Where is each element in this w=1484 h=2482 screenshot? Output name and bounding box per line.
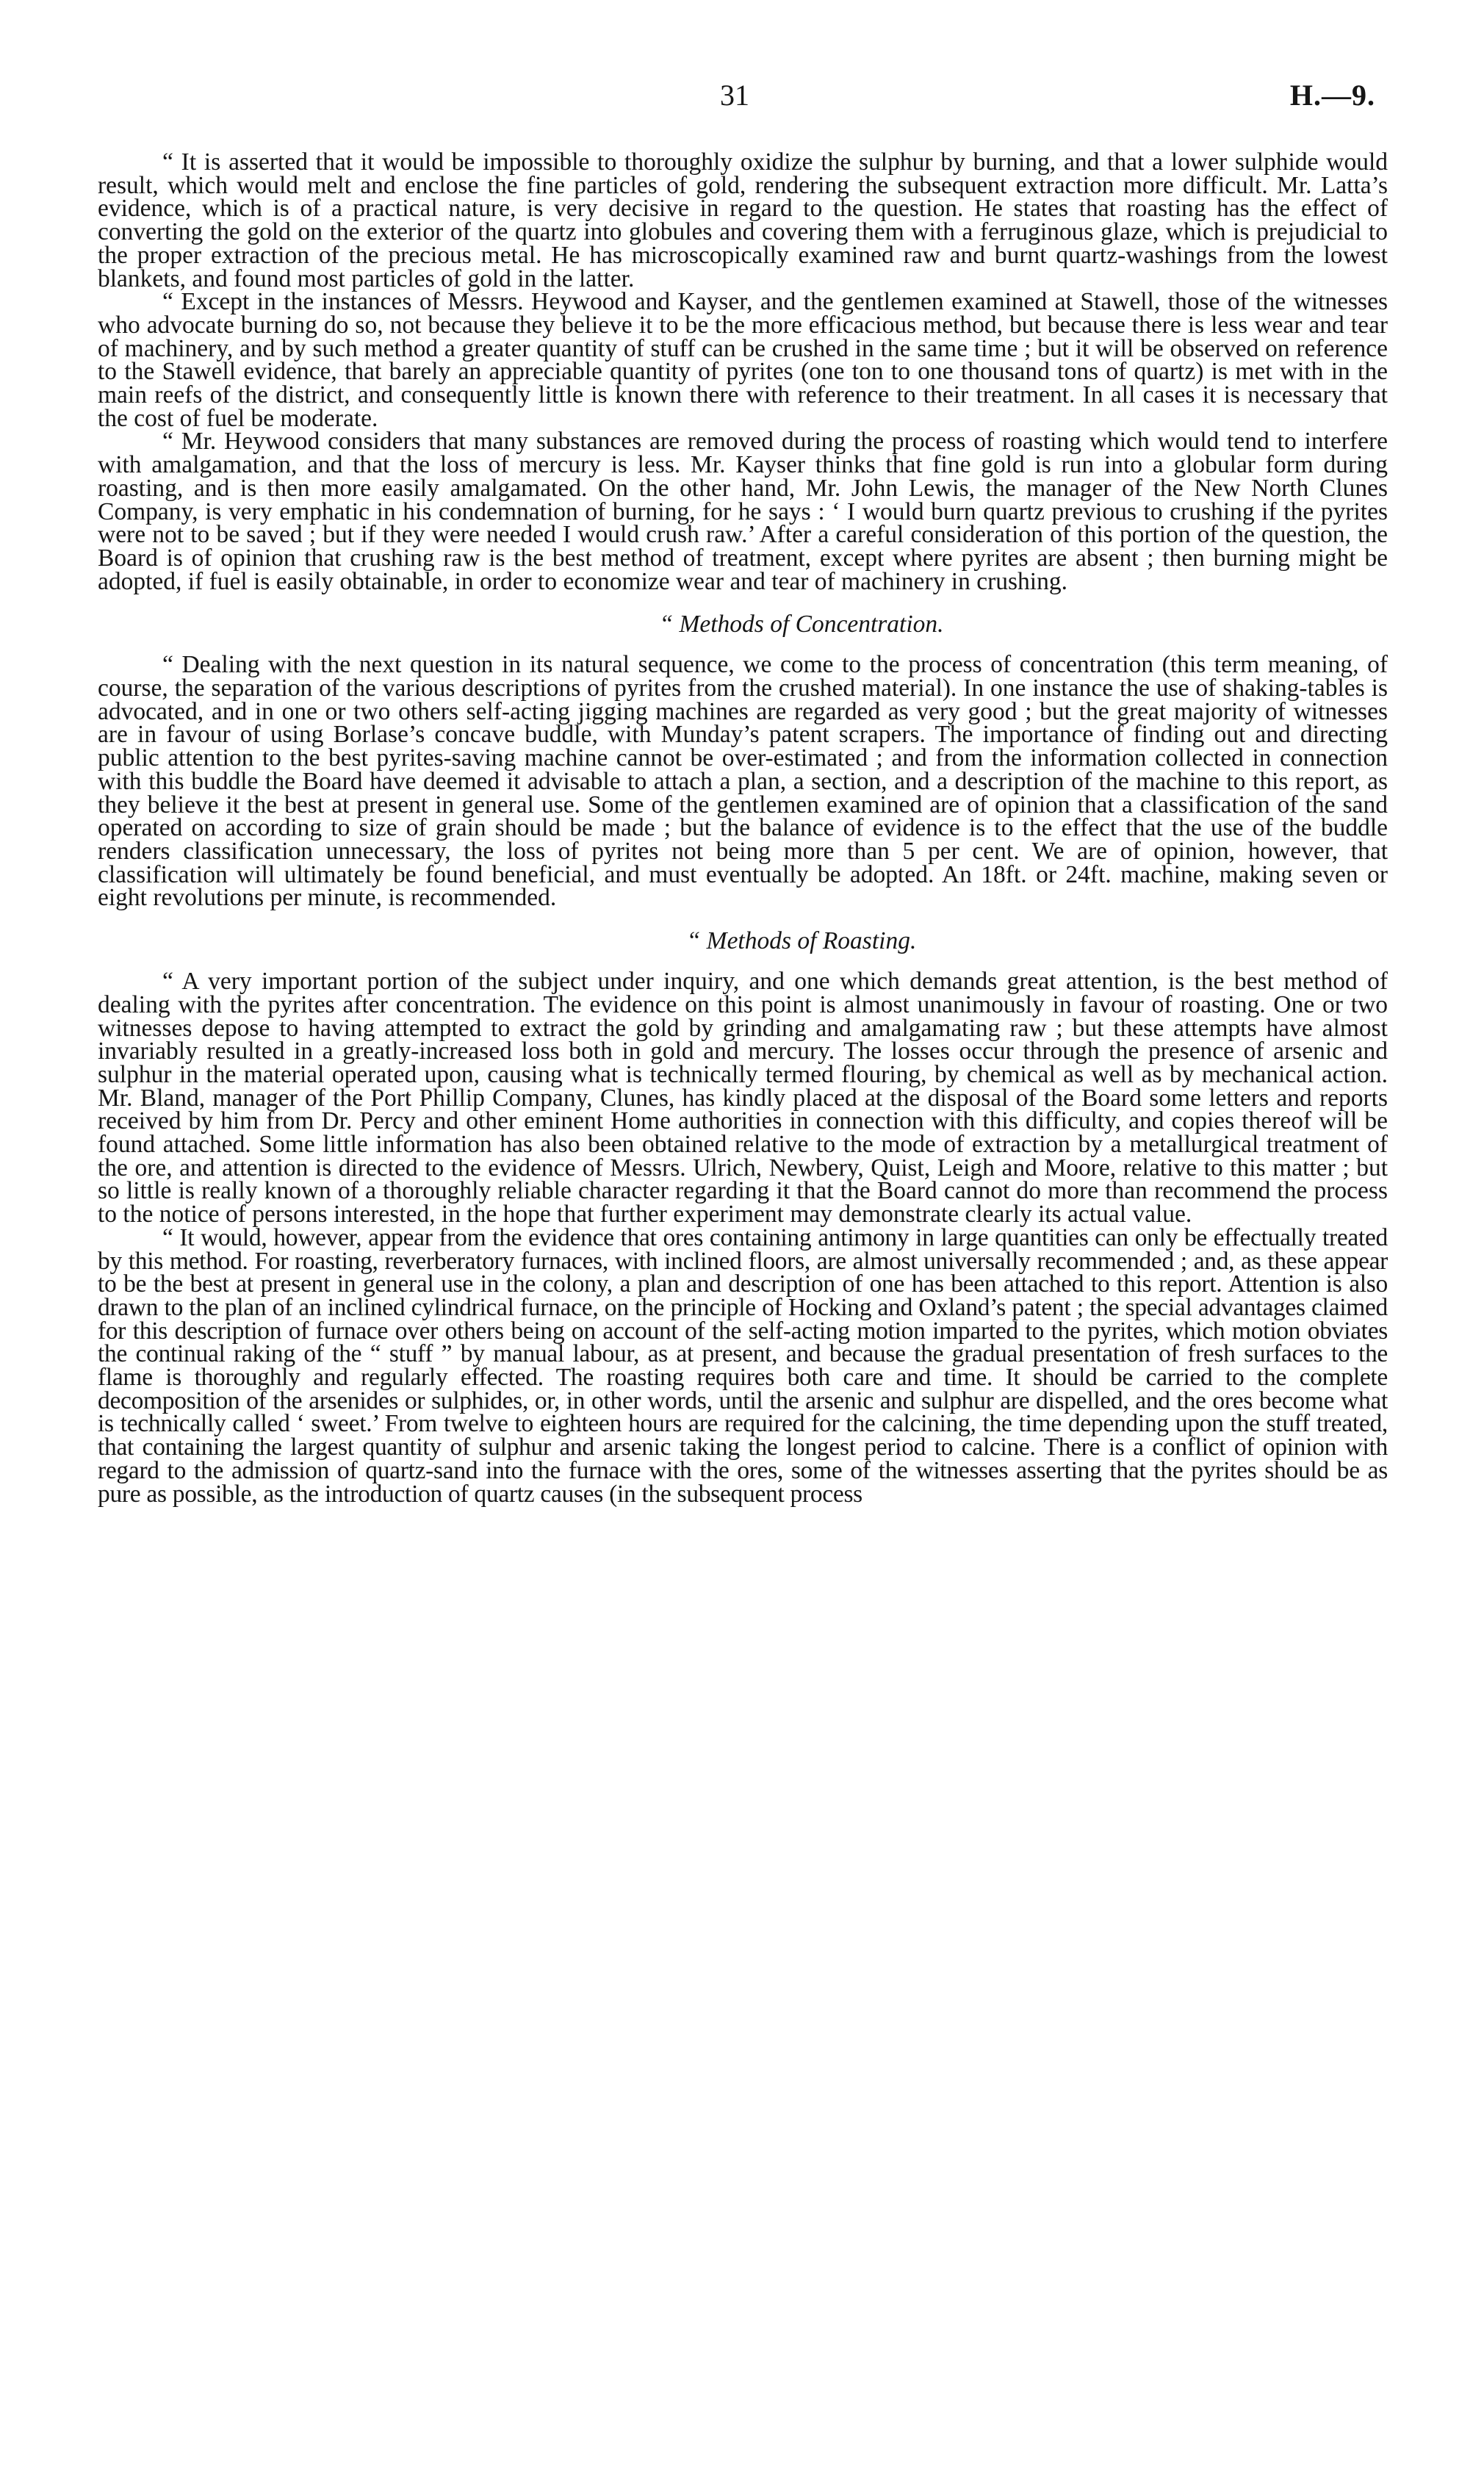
paragraph-5: “ A very important portion of the subject under inquiry, and one which demands great attention, is the best method of dealing with the pyrites after concentration. The evidence on this point is almost unanimously in favour of roasting. One or two witnesses depose to having attempted to extract the gold by grinding and amalgamating raw ; but these attempts have almost invariably resulted in a greatly-increased loss both in gold and mercury. The losses occur through the presence of arsenic and sulphur in the material operated upon, causing what is technically termed flouring, by chemical as well as by mechanical action. Mr. Bland, manager of the Port Phillip Company, Clunes, has kindly placed at the disposal of the Board some letters and reports received by him from Dr. Percy and other eminent Home authorities in connection with this difficulty, and copies thereof will be found attached. Some little information has also been obtained relative to the mode of extraction by a metallurgical treatment of the ore, and attention is directed to the evidence of Messrs. Ulrich, Newbery, Quist, Leigh and Moore, relative to this matter ; but so little is really known of a thoroughly reliable character regarding it that the Board cannot do more than recommend the process to the notice of persons interested, in the hope that further experiment may demonstrate clearly its actual value. [98,968,1388,1229]
page-header [0,73,1484,118]
page-number: 31 [720,79,749,112]
body-text [98,148,1388,1508]
paragraph-4: “ Dealing with the next question in its natural sequence, we come to the process of concentration (this term meaning, of course, the separation of the various descriptions of pyrites from the crushed material). In one instance the use of shaking-tables is advocated, and in one or two others self-acting jigging machines are regarded as very good ; but the great majority of witnesses are in favour of using Borlase’s concave buddle, with Munday’s patent scrapers. The importance of finding out and directing public attention to the best pyrites-saving machine cannot be over-estimated ; and from the information collected in connection with this buddle the Board have deemed it advisable to attach a plan, a section, and a description of the machine to this report, as they believe it the best at present in general use. Some of the gentlemen examined are of opinion that a classification of the sand operated on according to size of grain should be made ; but the balance of evidence is to the effect that the use of the buddle renders classification unnecessary, the loss of pyrites not being more than 5 per cent. We are of opinion, however, that classification will ultimately be found beneficial, and must eventually be adopted. An 18ft. or 24ft. machine, making seven or eight revolutions per minute, is recommended. [98,651,1388,912]
paragraph-6: “ It would, however, appear from the evidence that ores containing antimony in large quantities can only be effectually treated by this method. For roasting, reverberatory furnaces, with inclined floors, are almost universally recommended ; and, as these appear to be the best at present in general use in the colony, a plan and description of one has been attached to this report. Attention is also drawn to the plan of an inclined cylindrical furnace, on the principle of Hocking and Oxland’s patent ; the special advantages claimed for this description of furnace over others being on account of the self-acting motion imparted to the pyrites, which motion obviates the continual raking of the “ stuff ” by manual labour, as at present, and because the gradual presentation of fresh surfaces to the flame is thoroughly and regularly effected. The roasting requires both care and time. It should be carried to the complete decomposition of the arsenides or sulphides, or, in other words, until the arsenic and sulphur are dispelled, and the ores become what is technically called ‘ sweet.’ From twelve to eighteen hours are required for the calcining, the time depending upon the stuff treated, that containing the largest quantity of sulphur and arsenic taking the longest period to calcine. There is a conflict of opinion with regard to the admission of quartz-sand into the furnace with the ores, some of the witnesses asserting that the pyrites should be as pure as possible, as the introduction of quartz causes (in the subsequent process [98,1223,1388,1508]
document-reference: H.—9. [1289,79,1375,112]
paragraph-3: “ Mr. Heywood considers that many substances are removed during the process of roasting which would tend to interfere with amalgamation, and that the loss of mercury is less. Mr. Kayser thinks that fine gold is run into a globular form during roasting, and is then more easily amalgamated. On the other hand, Mr. John Lewis, the manager of the New North Clunes Company, is very emphatic in his condemnation of burning, for he says : ‘ I would burn quartz previous to crushing if the pyrites were not to be saved ; but if they were needed I would crush raw.’ After a careful consideration of this portion of the question, the Board is of opinion that crushing raw is the best method of treatment, except where pyrites are absent ; then burning might be adopted, if fuel is easily obtainable, in order to economize wear and tear of machinery in crushing. [98,428,1388,595]
paragraph-2: “ Except in the instances of Messrs. Heywood and Kayser, and the gentlemen examined at Stawell, those of the witnesses who advocate burning do so, not because they believe it to be the more efficacious method, but because there is less wear and tear of machinery, and by such method a greater quantity of stuff can be crushed in the same time ; but it will be observed on reference to the Stawell evidence, that barely an appreciable quantity of pyrites (one ton to one thousand tons of quartz) is met with in the main reefs of the district, and consequently little is known there with reference to their treatment. In all cases it is necessary that the cost of fuel be moderate. [98,288,1388,432]
section-heading-roasting: “ Methods of Roasting. [686,927,917,955]
paragraph-1: “ It is asserted that it would be impossible to thoroughly oxidize the sulphur by burning, and that a lower sulphide would result, which would melt and enclose the fine particles of gold, rendering the subsequent extraction more difficult. Mr. Latta’s evidence, which is of a practical nature, is very decisive in regard to the question. He states that roasting has the effect of converting the gold on the exterior of the quartz into globules and covering them with a ferruginous glaze, which is prejudicial to the proper extraction of the precious metal. He has microscopically examined raw and burnt quartz-washings from the lowest blankets, and found most particles of gold in the latter. [98,148,1388,292]
section-heading-concentration: “ Methods of Concentration. [659,611,944,639]
